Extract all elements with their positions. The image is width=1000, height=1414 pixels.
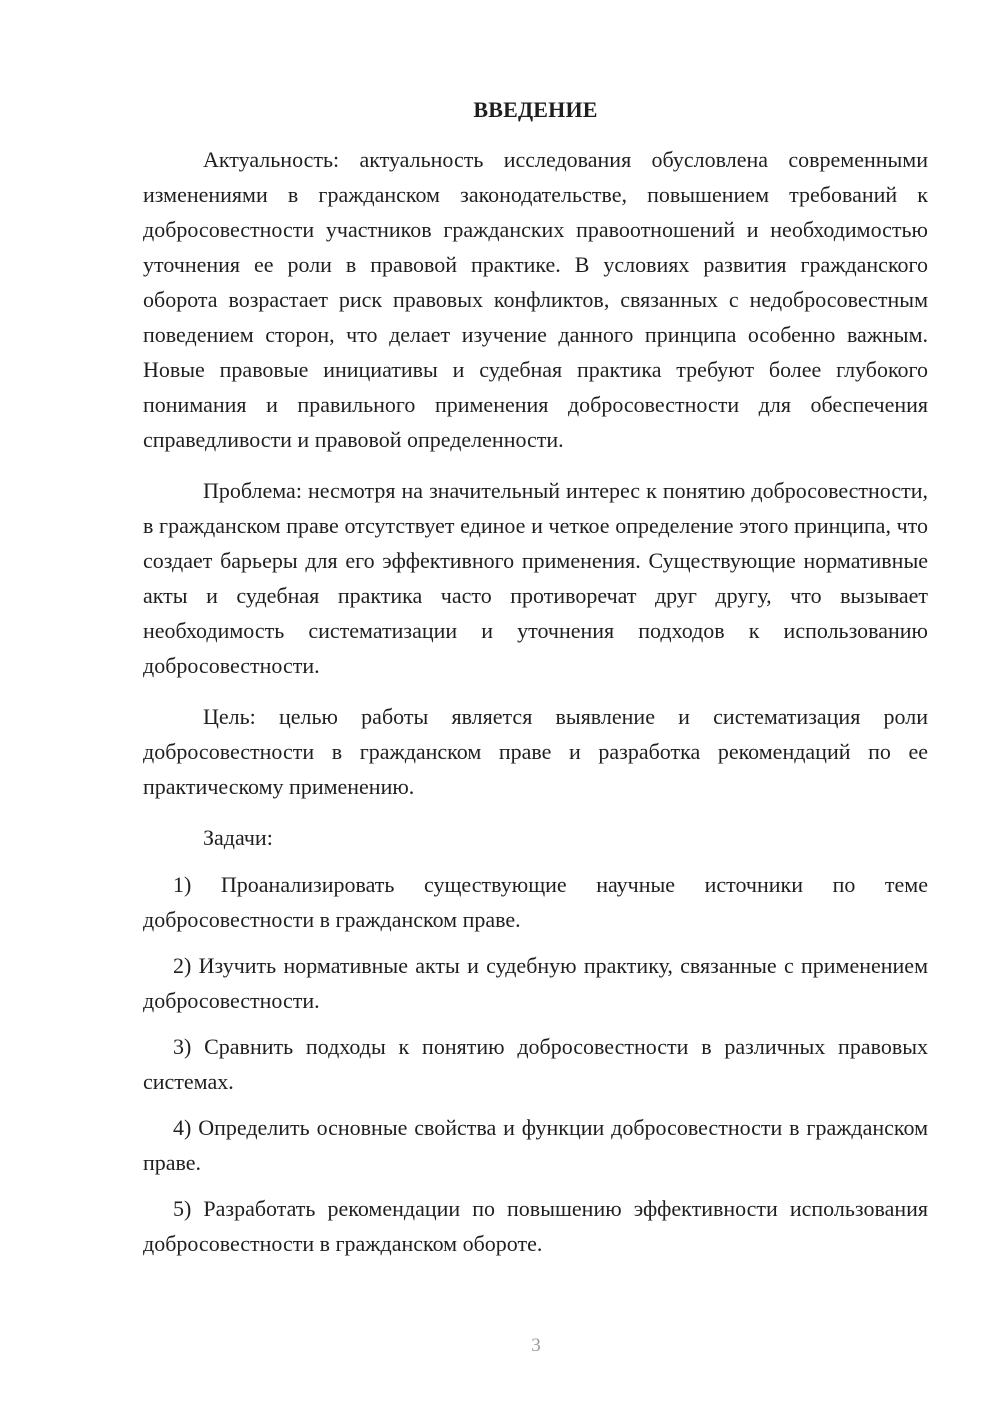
- paragraph-relevance: Актуальность: актуальность исследования обусловлена современными изменениями в гражданском законодательстве, повышением требований к добросовестности участников гражданских правоотношений и необходимостью уточнения ее роли в правовой практике. В условиях развития гражданского оборота возрастает риск правовых конфликтов, связанных с недобросовестным поведением сторон, что делает изучение данного принципа особенно важным. Новые правовые инициативы и судебная практика требуют более глубокого понимания и правильного применения добросовестности для обеспечения справедливости и правовой определенности.: [143, 147, 928, 452]
- list-item: 4) Определить основные свойства и функции добросовестности в гражданском праве.: [143, 1115, 928, 1175]
- section-heading: ВВЕДЕНИЕ: [473, 97, 598, 122]
- list-item: 3) Сравнить подходы к понятию добросовестности в различных правовых системах.: [143, 1034, 928, 1094]
- list-item: 2) Изучить нормативные акты и судебную практику, связанные с применением добросовестности.: [143, 953, 928, 1013]
- paragraph-goal: Цель: целью работы является выявление и систематизация роли добросовестности в гражданском праве и разработка рекомендаций по ее практическому применению.: [143, 704, 928, 799]
- document-page: [143, 95, 928, 1272]
- list-item: 1) Проанализировать существующие научные источники по теме добросовестности в гражданском праве.: [143, 872, 928, 932]
- list-item: 5) Разработать рекомендации по повышению эффективности использования добросовестности в гражданском обороте.: [143, 1196, 928, 1256]
- page-number: 3: [531, 1335, 541, 1356]
- tasks-label: Задачи:: [203, 825, 273, 850]
- paragraph-problem: Проблема: несмотря на значительный интерес к понятию добросовестности, в гражданском праве отсутствует единое и четкое определение этого принципа, что создает барьеры для его эффективного применения. Существующие нормативные акты и судебная практика часто противоречат друг другу, что вызывает необходимость систематизации и уточнения подходов к использованию добросовестности.: [143, 478, 928, 678]
